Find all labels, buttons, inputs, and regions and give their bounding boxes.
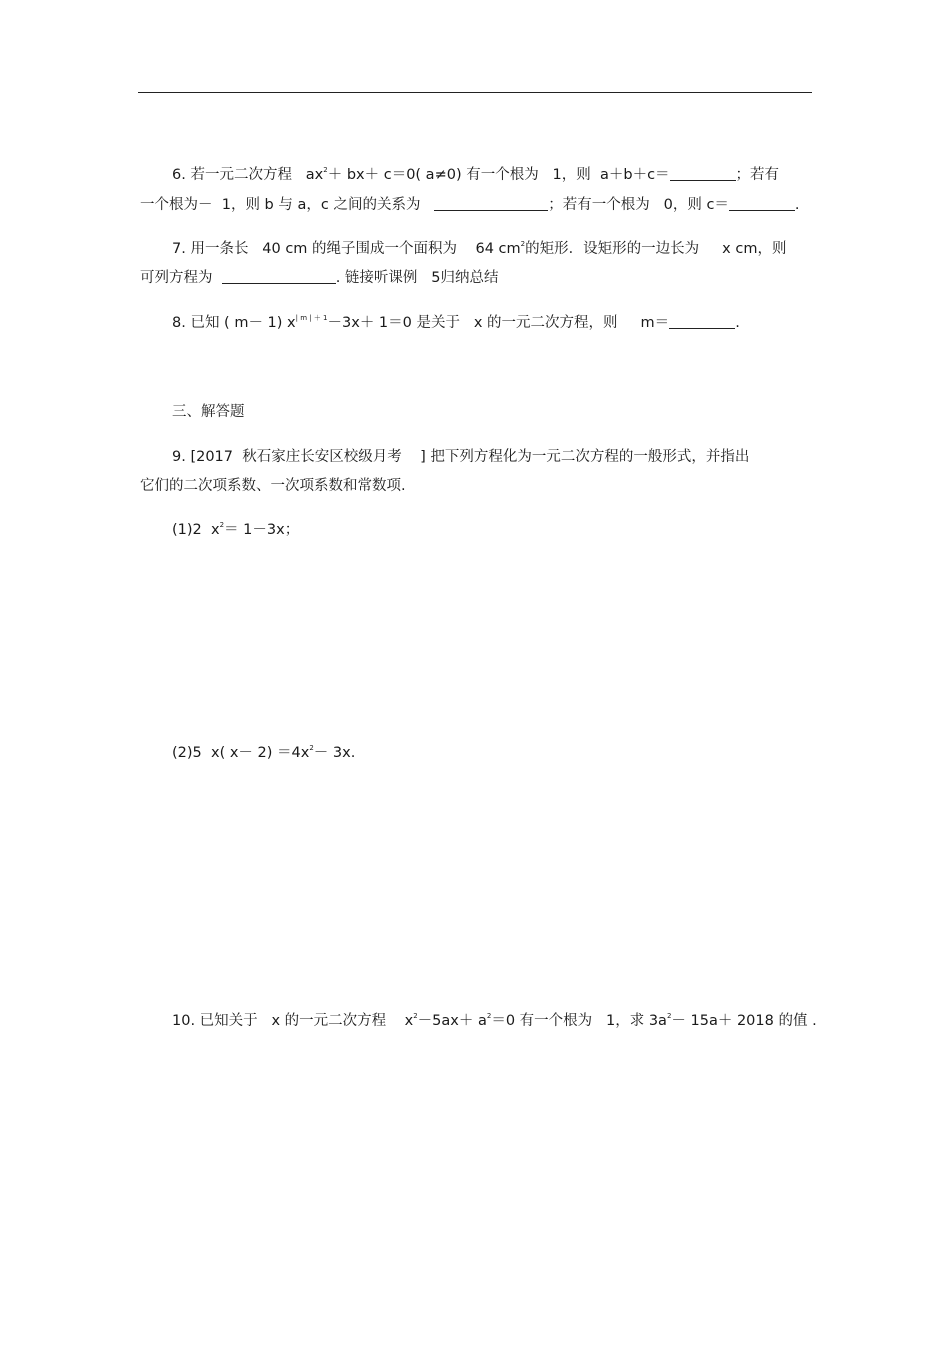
q10-line bbox=[172, 1011, 817, 1031]
q7-text-d: . 链接听课例 5归纳总结 bbox=[335, 270, 499, 286]
q6-text-d: 一个根为－ 1，则 b 与 a，c 之间的关系为 bbox=[140, 197, 421, 213]
q8-answer-blank[interactable] bbox=[669, 314, 735, 329]
q10-text-c: ＝0 有一个根为 1，求 3a bbox=[491, 1013, 667, 1029]
q7-superscript: 2 bbox=[520, 240, 526, 248]
q9-part2 bbox=[172, 743, 355, 763]
q7-text-a: 7. 用一条长 40 cm 的绳子围成一个面积为 64 cm bbox=[172, 241, 521, 257]
q6-answer-blank-1[interactable] bbox=[670, 166, 736, 181]
q6-answer-blank-2[interactable] bbox=[434, 196, 548, 211]
q10-text-a: 10. 已知关于 x 的一元二次方程 x bbox=[172, 1013, 414, 1029]
q7-line1 bbox=[172, 239, 786, 259]
q8-text-a: 8. 已知 ( m－ 1) x bbox=[172, 315, 296, 331]
q8-text-b: －3x＋ 1＝0 是关于 x 的一元二次方程，则 m＝ bbox=[327, 315, 670, 331]
q10-superscript-3: 2 bbox=[666, 1012, 672, 1020]
q6-line1 bbox=[172, 165, 779, 185]
q10-superscript-2: 2 bbox=[486, 1012, 492, 1020]
q9-part1 bbox=[172, 520, 299, 540]
q7-answer-blank[interactable] bbox=[222, 269, 336, 284]
q6-text-a: 6. 若一元二次方程 ax bbox=[172, 167, 324, 183]
q8-line bbox=[172, 313, 740, 333]
q7-text-b: 的矩形．设矩形的一边长为 x cm，则 bbox=[525, 241, 787, 257]
q9-line1: 9. [2017 秋石家庄长安区校级月考 ] 把下列方程化为一元二次方程的一般形式，并指出 bbox=[172, 449, 750, 465]
q8-superscript: | m | ＋ 1 bbox=[295, 314, 328, 322]
q7-line2 bbox=[140, 268, 499, 288]
q6-answer-blank-3[interactable] bbox=[729, 196, 795, 211]
q9-line2: 它们的二次项系数、一次项系数和常数项. bbox=[140, 478, 406, 494]
q6-text-b: ＋ bx＋ c＝0( a≠0) 有一个根为 1，则 a＋b＋c＝ bbox=[327, 167, 670, 183]
q7-text-c: 可列方程为 bbox=[140, 270, 213, 286]
q6-text-e: ；若有一个根为 0，则 c＝ bbox=[548, 197, 729, 213]
q9-part2-text-a: (2)5 x( x－ 2) ＝4x bbox=[172, 745, 310, 761]
q8-text-c: . bbox=[735, 315, 740, 331]
q9-part1-superscript: 2 bbox=[219, 521, 225, 529]
q10-text-d: － 15a＋ 2018 的值 . bbox=[671, 1013, 817, 1029]
q10-text-b: －5ax＋ a bbox=[417, 1013, 487, 1029]
q6-text-f: . bbox=[794, 197, 800, 213]
section-heading: 三、解答题 bbox=[172, 404, 245, 420]
q9-part1-text-a: (1)2 x bbox=[172, 522, 220, 538]
q6-text-c: ；若有 bbox=[735, 167, 780, 183]
q9-part2-superscript: 2 bbox=[309, 744, 314, 752]
header-rule bbox=[138, 92, 812, 93]
q6-superscript: 2 bbox=[323, 166, 328, 174]
q9-part1-text-b: ＝ 1－3x； bbox=[224, 522, 300, 538]
q9-part2-text-b: － 3x. bbox=[313, 745, 356, 761]
q10-superscript-1: 2 bbox=[413, 1012, 418, 1020]
q6-line2 bbox=[140, 195, 800, 215]
